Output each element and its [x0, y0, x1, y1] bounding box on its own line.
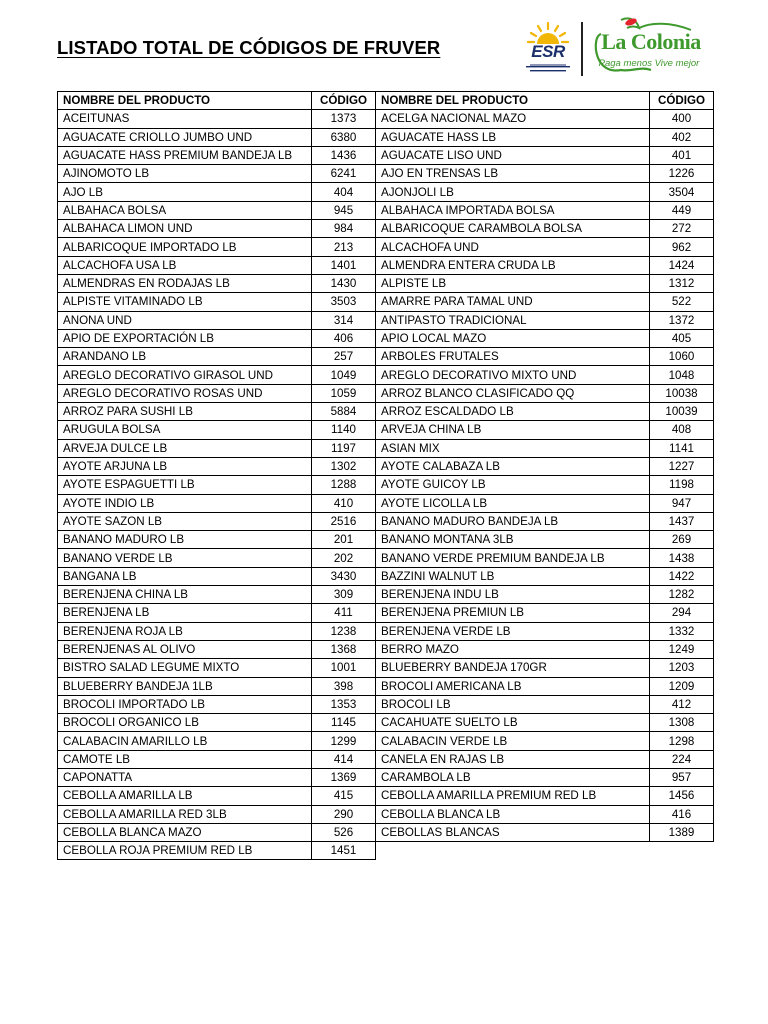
product-code-right: 1438	[650, 549, 714, 567]
product-name-left: CEBOLLA AMARILLA LB	[58, 787, 312, 805]
product-name-left: AREGLO DECORATIVO GIRASOL UND	[58, 366, 312, 384]
product-name-right: ALCACHOFA UND	[376, 238, 650, 256]
table-row	[58, 787, 714, 805]
product-name-left: AYOTE ARJUNA LB	[58, 457, 312, 475]
product-name-left: ARROZ PARA SUSHI LB	[58, 403, 312, 421]
product-name-left: AJINOMOTO LB	[58, 165, 312, 183]
table-row	[58, 366, 714, 384]
empty-cell	[650, 842, 714, 860]
table-row	[58, 714, 714, 732]
product-code-right: 1312	[650, 274, 714, 292]
product-name-right: CANELA EN RAJAS LB	[376, 750, 650, 768]
product-code-left: 1436	[312, 146, 376, 164]
product-code-right: 1389	[650, 823, 714, 841]
product-name-left: BANGANA LB	[58, 567, 312, 585]
product-name-left: ALBAHACA BOLSA	[58, 201, 312, 219]
product-code-right: 408	[650, 421, 714, 439]
product-code-right: 3504	[650, 183, 714, 201]
product-name-left: BROCOLI ORGANICO LB	[58, 714, 312, 732]
product-name-left: ALBAHACA LIMON UND	[58, 220, 312, 238]
product-name-right: ACELGA NACIONAL MAZO	[376, 110, 650, 128]
product-name-left: BERENJENA ROJA LB	[58, 622, 312, 640]
product-code-right: 272	[650, 220, 714, 238]
la-colonia-slogan: Paga menos Vive mejor	[598, 58, 700, 69]
product-name-left: AYOTE INDIO LB	[58, 494, 312, 512]
table-row	[58, 146, 714, 164]
product-name-left: AJO LB	[58, 183, 312, 201]
product-code-left: 1369	[312, 768, 376, 786]
product-code-left: 1302	[312, 457, 376, 475]
product-code-right: 1298	[650, 732, 714, 750]
product-code-left: 201	[312, 531, 376, 549]
product-name-right: BROCOLI AMERICANA LB	[376, 677, 650, 695]
product-name-right: CALABACIN VERDE LB	[376, 732, 650, 750]
product-code-right: 1456	[650, 787, 714, 805]
product-name-right: BAZZINI WALNUT LB	[376, 567, 650, 585]
product-name-right: AMARRE PARA TAMAL UND	[376, 293, 650, 311]
table-row	[58, 201, 714, 219]
product-name-right: BERENJENA PREMIUN LB	[376, 604, 650, 622]
product-code-left: 2516	[312, 512, 376, 530]
product-code-left: 3430	[312, 567, 376, 585]
product-code-right: 401	[650, 146, 714, 164]
product-name-right: ARROZ ESCALDADO LB	[376, 403, 650, 421]
product-code-left: 1049	[312, 366, 376, 384]
product-code-left: 213	[312, 238, 376, 256]
product-name-right: AGUACATE HASS LB	[376, 128, 650, 146]
product-code-right: 405	[650, 329, 714, 347]
product-code-left: 1373	[312, 110, 376, 128]
table-row	[58, 421, 714, 439]
product-code-right: 947	[650, 494, 714, 512]
product-name-left: BANANO MADURO LB	[58, 531, 312, 549]
product-name-left: ACEITUNAS	[58, 110, 312, 128]
table-row	[58, 274, 714, 292]
product-name-left: AGUACATE CRIOLLO JUMBO UND	[58, 128, 312, 146]
table-row	[58, 622, 714, 640]
product-code-right: 269	[650, 531, 714, 549]
product-code-left: 257	[312, 348, 376, 366]
table-row	[58, 311, 714, 329]
product-code-right: 1227	[650, 457, 714, 475]
product-name-right: AREGLO DECORATIVO MIXTO UND	[376, 366, 650, 384]
product-code-left: 1353	[312, 695, 376, 713]
product-code-left: 1059	[312, 384, 376, 402]
table-row	[58, 768, 714, 786]
table-row	[58, 329, 714, 347]
table-row	[58, 750, 714, 768]
product-name-left: BANANO VERDE LB	[58, 549, 312, 567]
product-code-left: 1299	[312, 732, 376, 750]
product-code-left: 414	[312, 750, 376, 768]
table-row	[58, 659, 714, 677]
product-code-left: 3503	[312, 293, 376, 311]
table-row	[58, 348, 714, 366]
table-row	[58, 586, 714, 604]
product-code-left: 1288	[312, 476, 376, 494]
product-name-left: BLUEBERRY BANDEJA 1LB	[58, 677, 312, 695]
product-code-left: 1368	[312, 640, 376, 658]
table-row	[58, 256, 714, 274]
table-header-row	[58, 92, 714, 110]
product-name-right: ARBOLES FRUTALES	[376, 348, 650, 366]
product-code-left: 6380	[312, 128, 376, 146]
product-code-right: 1422	[650, 567, 714, 585]
product-name-left: AREGLO DECORATIVO ROSAS UND	[58, 384, 312, 402]
product-code-right: 1249	[650, 640, 714, 658]
product-name-right: ALBARICOQUE CARAMBOLA BOLSA	[376, 220, 650, 238]
product-code-right: 1282	[650, 586, 714, 604]
la-colonia-name: La Colonia	[601, 29, 701, 54]
table-row	[58, 183, 714, 201]
product-name-left: ALCACHOFA USA LB	[58, 256, 312, 274]
table-row	[58, 238, 714, 256]
product-name-right: ANTIPASTO TRADICIONAL	[376, 311, 650, 329]
product-name-right: BANANO MONTANA 3LB	[376, 531, 650, 549]
product-name-right: AYOTE LICOLLA LB	[376, 494, 650, 512]
product-name-right: AJONJOLI LB	[376, 183, 650, 201]
table-row	[58, 842, 714, 860]
product-code-left: 526	[312, 823, 376, 841]
product-code-right: 1226	[650, 165, 714, 183]
product-name-right: ASIAN MIX	[376, 439, 650, 457]
product-code-right: 1048	[650, 366, 714, 384]
header-name-right: NOMBRE DEL PRODUCTO	[376, 92, 650, 110]
product-code-right: 402	[650, 128, 714, 146]
product-code-left: 5884	[312, 403, 376, 421]
product-code-left: 314	[312, 311, 376, 329]
product-name-right: BERENJENA VERDE LB	[376, 622, 650, 640]
product-code-right: 10039	[650, 403, 714, 421]
table-row	[58, 695, 714, 713]
product-name-left: BISTRO SALAD LEGUME MIXTO	[58, 659, 312, 677]
product-name-right: ALPISTE LB	[376, 274, 650, 292]
table-row	[58, 640, 714, 658]
header-code-right: CÓDIGO	[650, 92, 714, 110]
table-row	[58, 567, 714, 585]
product-code-right: 412	[650, 695, 714, 713]
product-name-left: ARANDANO LB	[58, 348, 312, 366]
product-name-left: BROCOLI IMPORTADO LB	[58, 695, 312, 713]
product-name-left: ALBARICOQUE IMPORTADO LB	[58, 238, 312, 256]
product-code-left: 6241	[312, 165, 376, 183]
product-name-right: ARROZ BLANCO CLASIFICADO QQ	[376, 384, 650, 402]
product-name-left: CAPONATTA	[58, 768, 312, 786]
table-row	[58, 677, 714, 695]
product-code-right: 449	[650, 201, 714, 219]
product-name-right: ALMENDRA ENTERA CRUDA LB	[376, 256, 650, 274]
product-name-left: AYOTE ESPAGUETTI LB	[58, 476, 312, 494]
product-code-left: 945	[312, 201, 376, 219]
product-name-left: CEBOLLA AMARILLA RED 3LB	[58, 805, 312, 823]
table-row	[58, 293, 714, 311]
product-code-right: 1203	[650, 659, 714, 677]
product-code-left: 1401	[312, 256, 376, 274]
product-code-right: 1437	[650, 512, 714, 530]
product-code-left: 410	[312, 494, 376, 512]
product-code-right: 224	[650, 750, 714, 768]
product-name-right: AYOTE GUICOY LB	[376, 476, 650, 494]
header-code-left: CÓDIGO	[312, 92, 376, 110]
table-row	[58, 110, 714, 128]
table-row	[58, 494, 714, 512]
table-row	[58, 403, 714, 421]
product-code-right: 1424	[650, 256, 714, 274]
product-codes-table	[57, 91, 714, 860]
product-name-left: BERENJENA LB	[58, 604, 312, 622]
product-code-right: 1332	[650, 622, 714, 640]
table-row	[58, 805, 714, 823]
product-code-left: 1238	[312, 622, 376, 640]
empty-cell	[376, 842, 650, 860]
product-name-left: ANONA UND	[58, 311, 312, 329]
table-row	[58, 128, 714, 146]
product-name-right: ALBAHACA IMPORTADA BOLSA	[376, 201, 650, 219]
product-name-left: CEBOLLA ROJA PREMIUM RED LB	[58, 842, 312, 860]
product-code-right: 1060	[650, 348, 714, 366]
product-code-left: 1001	[312, 659, 376, 677]
product-code-right: 1198	[650, 476, 714, 494]
table-row	[58, 512, 714, 530]
product-name-left: AYOTE SAZON LB	[58, 512, 312, 530]
product-code-left: 984	[312, 220, 376, 238]
product-name-right: BROCOLI LB	[376, 695, 650, 713]
table-row	[58, 457, 714, 475]
product-code-left: 1145	[312, 714, 376, 732]
esr-subtitle-lines	[526, 64, 570, 74]
header-name-left: NOMBRE DEL PRODUCTO	[58, 92, 312, 110]
table-row	[58, 604, 714, 622]
esr-logo-text: ESR	[531, 42, 565, 61]
product-code-right: 1209	[650, 677, 714, 695]
product-name-right: BERRO MAZO	[376, 640, 650, 658]
product-name-left: APIO DE EXPORTACIÓN LB	[58, 329, 312, 347]
product-name-left: AGUACATE HASS PREMIUM BANDEJA LB	[58, 146, 312, 164]
product-code-right: 522	[650, 293, 714, 311]
product-code-left: 309	[312, 586, 376, 604]
product-name-right: CEBOLLA AMARILLA PREMIUM RED LB	[376, 787, 650, 805]
logo-divider	[581, 22, 583, 76]
product-code-right: 1141	[650, 439, 714, 457]
table-row	[58, 531, 714, 549]
product-code-left: 1451	[312, 842, 376, 860]
esr-logo	[524, 20, 572, 76]
product-name-right: AYOTE CALABAZA LB	[376, 457, 650, 475]
product-name-left: BERENJENAS AL OLIVO	[58, 640, 312, 658]
product-code-right: 1308	[650, 714, 714, 732]
product-code-left: 406	[312, 329, 376, 347]
table-row	[58, 439, 714, 457]
product-name-right: CARAMBOLA LB	[376, 768, 650, 786]
product-name-right: AGUACATE LISO UND	[376, 146, 650, 164]
table-row	[58, 165, 714, 183]
product-name-right: APIO LOCAL MAZO	[376, 329, 650, 347]
product-name-left: ALPISTE VITAMINADO LB	[58, 293, 312, 311]
table-row	[58, 549, 714, 567]
product-code-right: 1372	[650, 311, 714, 329]
product-name-right: BANANO VERDE PREMIUM BANDEJA LB	[376, 549, 650, 567]
product-code-left: 404	[312, 183, 376, 201]
product-code-left: 411	[312, 604, 376, 622]
product-name-right: CACAHUATE SUELTO LB	[376, 714, 650, 732]
product-code-right: 962	[650, 238, 714, 256]
product-code-left: 202	[312, 549, 376, 567]
page-title: LISTADO TOTAL DE CÓDIGOS DE FRUVER	[57, 37, 441, 58]
table-row	[58, 220, 714, 238]
product-name-right: CEBOLLAS BLANCAS	[376, 823, 650, 841]
product-name-left: BERENJENA CHINA LB	[58, 586, 312, 604]
product-code-left: 415	[312, 787, 376, 805]
table-row	[58, 384, 714, 402]
product-name-left: CALABACIN AMARILLO LB	[58, 732, 312, 750]
product-name-right: CEBOLLA BLANCA LB	[376, 805, 650, 823]
product-name-right: BLUEBERRY BANDEJA 170GR	[376, 659, 650, 677]
product-code-left: 1140	[312, 421, 376, 439]
product-name-right: AJO EN TRENSAS LB	[376, 165, 650, 183]
product-name-right: ARVEJA CHINA LB	[376, 421, 650, 439]
table-row	[58, 732, 714, 750]
product-code-right: 10038	[650, 384, 714, 402]
product-name-left: CAMOTE LB	[58, 750, 312, 768]
product-code-right: 957	[650, 768, 714, 786]
table-row	[58, 476, 714, 494]
product-code-right: 416	[650, 805, 714, 823]
product-code-left: 1197	[312, 439, 376, 457]
product-name-left: ARVEJA DULCE LB	[58, 439, 312, 457]
product-code-left: 290	[312, 805, 376, 823]
product-code-right: 294	[650, 604, 714, 622]
product-name-left: ARUGULA BOLSA	[58, 421, 312, 439]
product-name-right: BANANO MADURO BANDEJA LB	[376, 512, 650, 530]
product-code-left: 398	[312, 677, 376, 695]
product-code-left: 1430	[312, 274, 376, 292]
product-name-left: ALMENDRAS EN RODAJAS LB	[58, 274, 312, 292]
product-code-right: 400	[650, 110, 714, 128]
la-colonia-logo	[591, 16, 701, 76]
product-name-left: CEBOLLA BLANCA MAZO	[58, 823, 312, 841]
table-row	[58, 823, 714, 841]
product-name-right: BERENJENA INDU LB	[376, 586, 650, 604]
